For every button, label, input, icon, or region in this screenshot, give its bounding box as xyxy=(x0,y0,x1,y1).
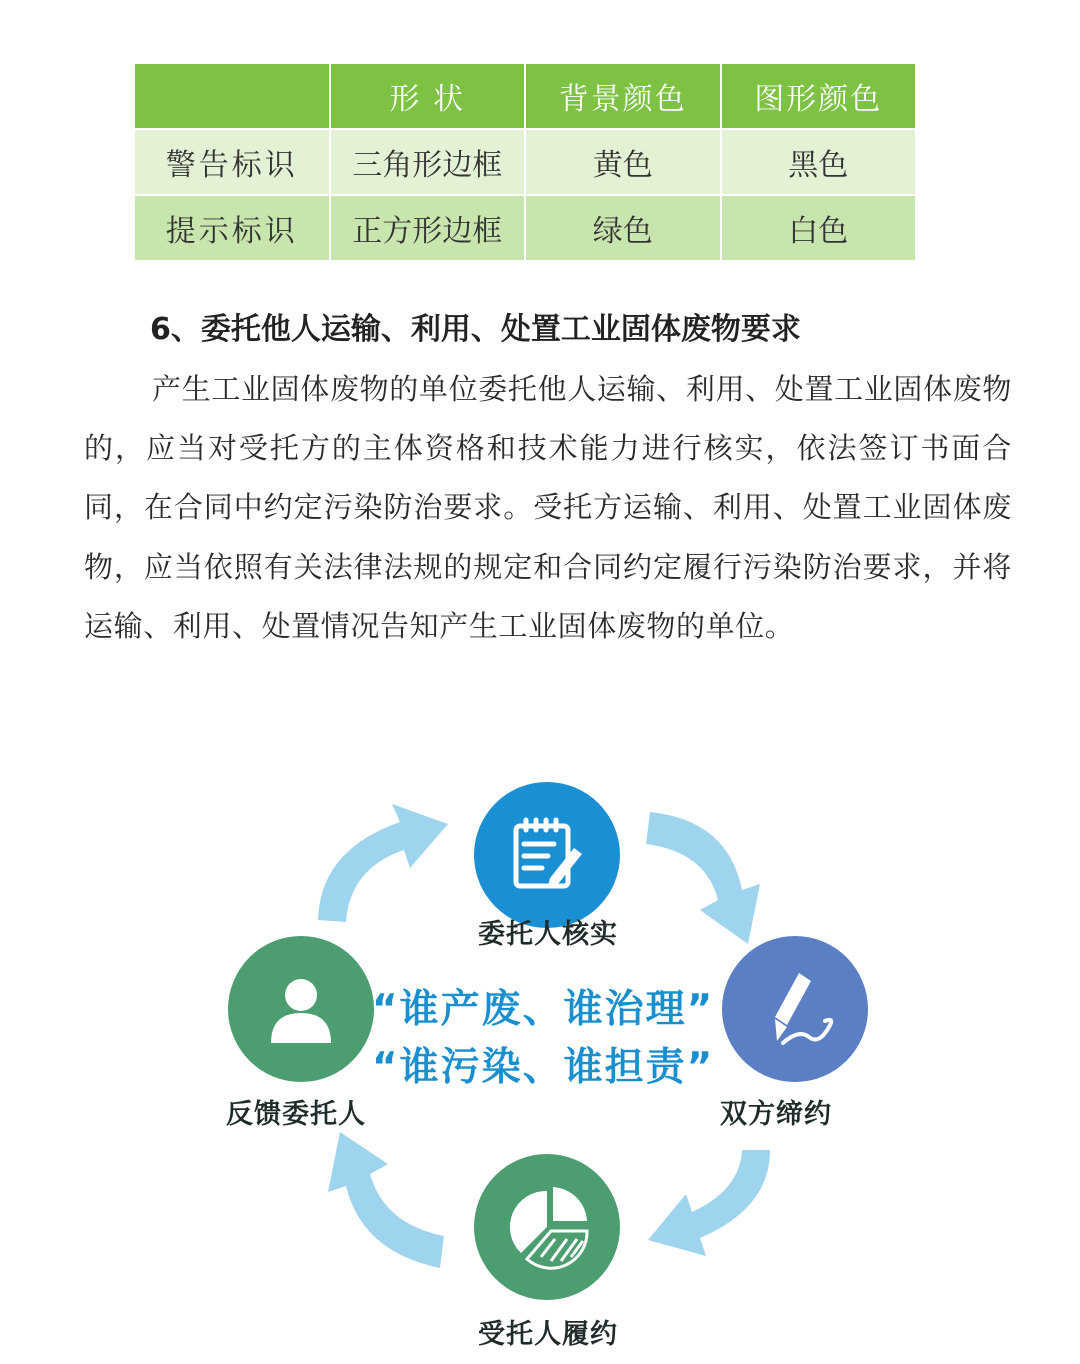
table-cell: 黄色 xyxy=(525,129,721,195)
arrow-up-right-icon xyxy=(318,804,448,922)
table-cell: 三角形边框 xyxy=(330,129,526,195)
node-label-contract: 双方缔约 xyxy=(720,1099,832,1130)
table-cell: 黑色 xyxy=(721,129,917,195)
table-row xyxy=(134,195,916,261)
section-heading: 6、委托他人运输、利用、处置工业固体废物要求 xyxy=(150,312,801,347)
table-cell: 警告标识 xyxy=(134,129,330,195)
table-cell: 提示标识 xyxy=(134,195,330,261)
slogan-line-1: “谁产废、谁治理” xyxy=(372,987,715,1032)
table-cell: 白色 xyxy=(721,195,917,261)
table-row xyxy=(134,129,916,195)
node-label-verify: 委托人核实 xyxy=(478,919,618,950)
node-perform-circle xyxy=(474,1154,620,1300)
node-label-feedback: 反馈委托人 xyxy=(226,1099,366,1130)
arrow-down-right-icon xyxy=(646,812,760,944)
sign-standard-table xyxy=(133,62,917,262)
table-cell: 正方形边框 xyxy=(330,195,526,261)
node-label-perform: 受托人履约 xyxy=(478,1319,618,1350)
arrow-down-left-icon xyxy=(648,1150,770,1256)
arrow-up-left-icon xyxy=(328,1132,444,1268)
slogan-line-2: “谁污染、谁担责” xyxy=(372,1045,715,1090)
node-feedback-circle xyxy=(228,936,374,1082)
table-cell: 绿色 xyxy=(525,195,721,261)
node-verify-circle xyxy=(474,782,620,928)
table-header-cell xyxy=(134,63,330,129)
user-icon xyxy=(261,969,341,1049)
section-paragraph: 产生工业固体废物的单位委托他人运输、利用、处置工业固体废物的，应当对受托方的主体资格和技术能力进行核实，依法签订书面合同，在合同中约定污染防治要求。受托方运输、利用、处置工业固体废物，应当依照有关法律法规的规定和合同约定履行污染防治要求，并将运输、利用、处置情况告知产生工业固体废物的单位。 xyxy=(84,372,1012,643)
table-header-cell: 背景颜色 xyxy=(525,63,721,129)
pie-chart-icon xyxy=(501,1181,593,1273)
node-contract-circle xyxy=(722,936,868,1082)
fountain-pen-signing-icon xyxy=(749,963,841,1055)
table-header-row xyxy=(134,63,916,129)
responsibility-cycle-diagram xyxy=(0,740,1080,1364)
notepad-pen-icon xyxy=(504,812,590,898)
table-header-cell: 形 状 xyxy=(330,63,526,129)
table-header-cell: 图形颜色 xyxy=(721,63,917,129)
